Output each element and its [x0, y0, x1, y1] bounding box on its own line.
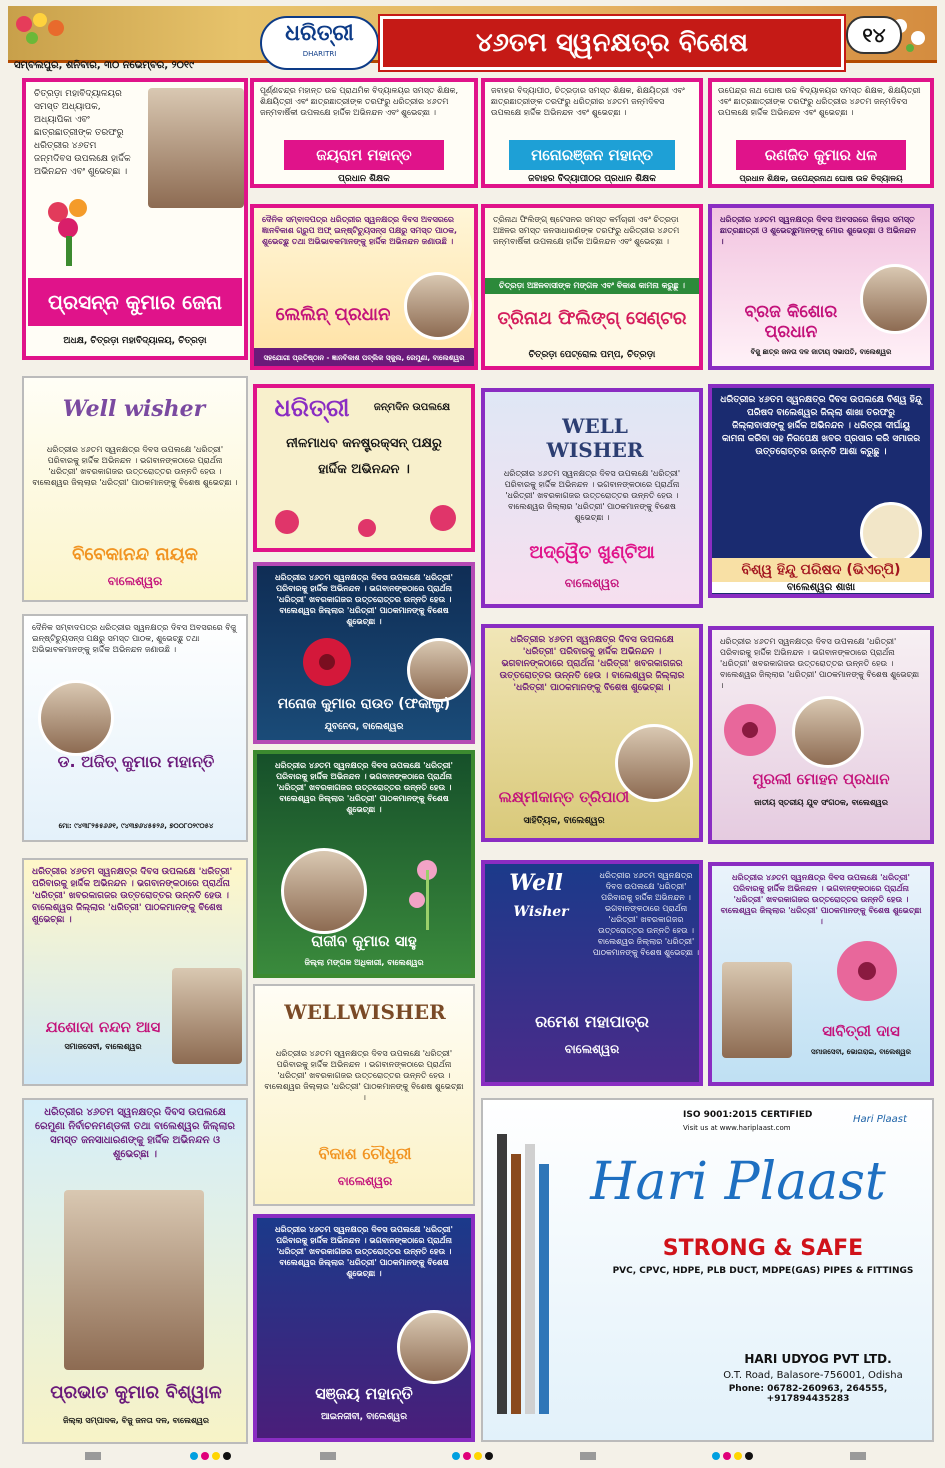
ad-line: ଜନ୍ମଦିନ ଉପଲକ୍ଷେ [373, 402, 451, 413]
company-phone: Phone: 06782-260963, 264555, +917894435283 [728, 1384, 888, 1404]
ad-wish-text: ଧରିତ୍ରୀର ୪୬ତମ ସ୍ୱନକ୍ଷତ୍ର ଦିବସ ଉପଲକ୍ଷେ ରେମୁଣା ନିର୍ବାଚନମଣ୍ଡଳୀ ତଥା ବାଲେଶ୍ୱର ଜିଲ୍ଲାର ସମସ୍ତ ଜନସାଧାରଣଙ୍କୁ ହାର୍ଦ୍ଦିକ ଅଭିନନ୍ଦନ ଓ ଶୁଭେଚ୍ଛା । [34, 1107, 235, 1160]
bouquet-icon [38, 192, 104, 272]
company-name: HARI UDYOG PVT LTD. [744, 1352, 892, 1366]
ad-designation: ବିଜୁ ଛାତ୍ର ଜନତା ଦଳ ଜାତୀୟ ସଭାପତି, ବାଲେଶ୍ୱର [750, 348, 892, 356]
ad-wish-text: ଉପେନ୍ଦ୍ର ନାଥ ଘୋଷ ଉଚ୍ଚ ବିଦ୍ୟାଳୟର ସମସ୍ତ ଶିକ୍ଷକ, ଶିକ୍ଷୟିତ୍ରୀ ଏବଂ ଛାତ୍ରଛାତ୍ରୀଙ୍କ ତରଫରୁ ଧରିତ୍ରୀର ୪୬ତମ ଜନ୍ମଦିବସ ଉପଲକ୍ଷେ ହାର୍ଦ୍ଦିକ ଅଭିନନ୍ଦନ ଏବଂ ଶୁଭେଚ୍ଛା । [718, 86, 921, 117]
ad-vivekananda-nayak [22, 376, 248, 602]
ad-name: ବିବେକାନନ୍ଦ ନାୟକ [72, 544, 198, 565]
print-mark [85, 1452, 101, 1460]
ad-nilamadhab-construction [253, 384, 475, 552]
ad-line: ହାର୍ଦ୍ଦିକ ଅଭିନନ୍ଦନ । [318, 462, 410, 477]
ad-wish-text: ଧରିତ୍ରୀର ୪୬ତମ ସ୍ୱନକ୍ଷତ୍ର ଦିବସ ଉପଲକ୍ଷେ 'ଧରିତ୍ରୀ' ପରିବାରକୁ ହାର୍ଦ୍ଦିକ ଅଭିନନ୍ଦନ । ଭଗବାନଙ୍କଠାରେ ପ୍ରାର୍ଥନା 'ଧରିତ୍ରୀ' ଖବରକାଗଜର ଉତ୍ତରୋତ୍ତର ଉନ୍ନତି ହେଉ । ବାଲେଶ୍ୱର ଜିଲ୍ଲାର 'ଧରିତ୍ରୀ' ପାଠକମାନଙ୍କୁ ବିଶେଷ ଶୁଭେଚ୍ଛା । [275, 1225, 453, 1278]
ad-advaita-khuntia [481, 388, 703, 608]
ad-name: ପ୍ରସନ୍ନ କୁମାର ଜେନା [28, 278, 242, 326]
ad-bikash-choudhury [253, 984, 475, 1206]
cmyk-mark [190, 1452, 231, 1462]
ad-prabhat-kumar-biswal [22, 1098, 248, 1444]
ad-designation: ବାଲେଶ୍ୱର [107, 574, 163, 588]
well-wisher-title: WELLWISHER [284, 1000, 446, 1024]
wisher-title: Wisher [513, 904, 569, 920]
portrait-photo [148, 88, 244, 208]
ad-ajit-kumar-mahanti [22, 614, 248, 842]
flower-decoration-left [12, 10, 72, 50]
ad-sanjay-mohanty [253, 1214, 475, 1442]
ad-hari-plaast [481, 1098, 934, 1442]
ad-jayaram-mahanta [250, 78, 478, 188]
ad-name: ସଞ୍ଜୟ ମହାନ୍ତି [315, 1384, 413, 1403]
ad-name: ଯଶୋଦା ନନ୍ଦନ ଆସ [45, 1018, 161, 1036]
ad-name: ରମେଶ ମହାପାତ୍ର [535, 1012, 649, 1031]
ad-yashoda-nandan-as [22, 858, 248, 1086]
ad-designation: ଜବାହର ବିଦ୍ୟାପୀଠର ପ୍ରଧାନ ଶିକ୍ଷକ [528, 174, 656, 184]
pink-gerbera-icon [832, 936, 902, 1006]
ad-name: ବିକାଶ ଚୌଧୁରୀ [318, 1144, 412, 1163]
company-address: O.T. Road, Balasore-756001, Odisha [723, 1370, 903, 1381]
portrait-photo [860, 264, 930, 334]
ad-wish-text: ଜବାହର ବିଦ୍ୟାପୀଠ, ଚିତ୍ରଡ଼ାର ସମସ୍ତ ଶିକ୍ଷକ, ଶିକ୍ଷୟିତ୍ରୀ ଏବଂ ଛାତ୍ରଛାତ୍ରୀଙ୍କ ତରଫରୁ ଧରିତ୍ରୀର ୪୬ତମ ଜନ୍ମଦିବସ ଉପଲକ୍ଷେ ହାର୍ଦ୍ଦିକ ଅଭିନନ୍ଦନ ଏବଂ ଶୁଭେଚ୍ଛା । [491, 86, 685, 117]
logo-text: ଧରିତ୍ରୀ [285, 21, 354, 46]
dharitri-logo [260, 16, 379, 70]
print-mark [580, 1452, 596, 1460]
special-issue-banner: ୪୬ତମ ସ୍ୱନକ୍ଷତ୍ର ବିଶେଷ [380, 16, 844, 70]
ad-name: ପ୍ରଭାତ କୁମାର ବିଶ୍ୱାଳ [50, 1382, 222, 1403]
ad-name: ରାଜୀବ କୁମାର ସାହୁ [311, 932, 417, 950]
ad-designation: ସାହିତ୍ୟିକ, ବାଲେଶ୍ୱର [523, 816, 605, 826]
ad-ramesh-mohapatra [481, 860, 703, 1086]
ad-wish-text: ଧରିତ୍ରୀର ୪୬ତମ ସ୍ୱନକ୍ଷତ୍ର ଦିବସ ଉପଲକ୍ଷେ 'ଧରିତ୍ରୀ' ପରିବାରକୁ ହାର୍ଦ୍ଦିକ ଅଭିନନ୍ଦନ । ଭଗବାନଙ୍କଠାରେ ପ୍ରାର୍ଥନା 'ଧରିତ୍ରୀ' ଖବରକାଗଜର ଉତ୍ତରୋତ୍ତର ଉନ୍ନତି ହେଉ । ବାଲେଶ୍ୱର ଜିଲ୍ଲାର 'ଧରିତ୍ରୀ' ପାଠକମାନଙ୍କୁ ବିଶେଷ ଶୁଭେଚ୍ଛା । [503, 469, 681, 522]
ad-name: ମନୋଜ କୁମାର ରାଉତ (ଫକାଲୁ) [277, 696, 451, 712]
ad-designation: ବାଲେଶ୍ୱର ଶାଖା [712, 582, 930, 593]
ad-designation: ଆଇନଜୀବୀ, ବାଲେଶ୍ୱର [320, 1412, 408, 1422]
ad-name: ସାବିତ୍ରୀ ଦାସ [822, 1022, 900, 1040]
ad-name: ବ୍ରଜ କିଶୋର ପ୍ରଧାନ [744, 302, 838, 342]
ad-designation: ଚିତ୍ରଡ଼ା ପେଟ୍ରୋଲ ପମ୍ପ, ଚିତ୍ରଡ଼ା [528, 350, 656, 360]
ad-designation: ସହଯୋଗୀ ପ୍ରତିଷ୍ଠାନ - ଜ୍ଞାନବିକାଶ ପବ୍ଲିକ ସ୍କୁଲ, ରେମୁଣା, ବାଲେଶ୍ୱର [254, 348, 474, 368]
portrait-photo [407, 638, 471, 702]
ad-manoj-kumar-raut [253, 562, 475, 744]
pink-flower-icon [720, 700, 780, 760]
well-wisher-title: Well wisher [62, 396, 206, 422]
portrait-photo [397, 1310, 471, 1384]
ad-designation: ଜିଲ୍ଲା ମଙ୍ଗଳ ଅଧିକାରୀ, ବାଲେଶ୍ୱର [304, 958, 424, 967]
ad-wish-text: ଧରିତ୍ରୀର ୪୬ତମ ସ୍ୱନକ୍ଷତ୍ର ଦିବସ ଉପଲକ୍ଷେ 'ଧରିତ୍ରୀ' ପରିବାରକୁ ହାର୍ଦ୍ଦିକ ଅଭିନନ୍ଦନ । ଭଗବାନଙ୍କଠାରେ ପ୍ରାର୍ଥନା 'ଧରିତ୍ରୀ' ଖବରକାଗଜର ଉତ୍ତରୋତ୍ତର ଉନ୍ନତି ହେଉ । ବାଲେଶ୍ୱର ଜିଲ୍ଲାର 'ଧରିତ୍ରୀ' ପାଠକମାନଙ୍କୁ ବିଶେଷ ଶୁଭେଚ୍ଛା । [275, 573, 453, 626]
ad-name: ଜୟରାମ ମହାନ୍ତ [284, 140, 444, 170]
ad-wish-text: ଧରିତ୍ରୀର ୪୬ତମ ସ୍ୱନକ୍ଷତ୍ର ଦିବସ ଅବସରରେ ଜିଲାର ସମସ୍ତ ଛାତ୍ରଛାତ୍ରୀ ଓ ଶୁଭେଚ୍ଛୁମାନଙ୍କୁ ମୋର ଶୁଭେଚ୍ଛା ଓ ଅଭିନନ୍ଦନ । [720, 215, 917, 246]
ad-wish-text: ଦୈନିକ ସମ୍ବାଦପତ୍ର ଧରିତ୍ରୀର ସ୍ୱନକ୍ଷତ୍ର ଦିବସ ଅବସରରେ ବିଜୁ ଇନ୍‌ଷ୍ଟିଚ୍ୟୁସନ୍ସ ପକ୍ଷରୁ ସମସ୍ତ ପାଠକ, ଶୁଭେଚ୍ଛୁ ତଥା ଅଭିଭାବକମାନଙ୍କୁ ହାର୍ଦ୍ଦିକ ଅଭିନନ୍ଦନ ଜଣାଉଛି । [32, 623, 237, 654]
ad-name: ବିଶ୍ୱ ହିନ୍ଦୁ ପରିଷଦ (ଭିଏଚ୍‌ପି) [712, 558, 930, 582]
ad-vishwa-hindu-parishad [708, 384, 934, 598]
pipes-icon [493, 1124, 563, 1424]
dateline: ସମ୍ବଲପୁର, ଶନିବାର, ୩୦ ନଭେମ୍ବର, ୨୦୧୯ [14, 60, 195, 71]
ad-prasanna-kumar-jena [22, 78, 248, 360]
ad-tagline: ଚିତ୍ରଡ଼ା ଅଞ୍ଚଳବାସୀଙ୍କ ମଙ୍ଗଳ ଏବଂ ବିକାଶ କାମନା କରୁଛୁ । [485, 278, 699, 294]
portrait-photo [404, 272, 472, 340]
ad-designation: ଯୁବନେତା, ବାଲେଶ୍ୱର [324, 722, 404, 732]
page-number: ୧୪ [846, 16, 902, 54]
ad-designation: ଅଧକ୍ଷ, ଚିତ୍ରଡ଼ା ମହାବିଦ୍ୟାଳୟ, ଚିତ୍ରଡ଼ା [63, 336, 207, 346]
ad-manoranjan-mahanta [481, 78, 703, 188]
ad-wish-text: ଧରିତ୍ରୀର ୪୬ତମ ସ୍ୱନକ୍ଷତ୍ର ଦିବସ ଉପଲକ୍ଷେ 'ଧରିତ୍ରୀ' ପରିବାରକୁ ହାର୍ଦ୍ଦିକ ଅଭିନନ୍ଦନ । ଭଗବାନଙ୍କଠାରେ ପ୍ରାର୍ଥନା 'ଧରିତ୍ରୀ' ଖବରକାଗଜର ଉତ୍ତରୋତ୍ତର ଉନ୍ନତି ହେଉ । ବାଲେଶ୍ୱର ଜିଲ୍ଲାର 'ଧରିତ୍ରୀ' ପାଠକମାନଙ୍କୁ ବିଶେଷ ଶୁଭେଚ୍ଛା । [592, 871, 700, 957]
ad-name: ମୁରଲୀ ମୋହନ ପ୍ରଧାନ [752, 770, 890, 788]
ad-braja-kishore-pradhan [708, 204, 934, 370]
vhp-emblem [860, 502, 922, 564]
ad-name: ଅଦ୍ୱୈତ ଖୁଣ୍ଟିଆ [529, 542, 655, 563]
ad-wish-text: ଚିତ୍ରଡ଼ା ମହାବିଦ୍ୟାଳୟର ସମସ୍ତ ଅଧ୍ୟାପକ, ଅଧ୍ୟାପିକା ଏବଂ ଛାତ୍ରଛାତ୍ରୀଙ୍କ ତରଫରୁ ଧରିତ୍ରୀର ୪୬ତମ ଜନ୍ମଦିବସ ଉପଲକ୍ଷେ ହାର୍ଦ୍ଦିକ ଅଭିନନ୍ଦନ ଏବଂ ଶୁଭେଚ୍ଛା । [34, 89, 131, 177]
logo-sub: DHARITRI [302, 50, 337, 58]
ad-wish-text: ଧରିତ୍ରୀର ୪୬ତମ ସ୍ୱନକ୍ଷତ୍ର ଦିବସ ଉପଲକ୍ଷେ 'ଧରିତ୍ରୀ' ପରିବାରକୁ ହାର୍ଦ୍ଦିକ ଅଭିନନ୍ଦନ । ଭଗବାନଙ୍କଠାରେ ପ୍ରାର୍ଥନା 'ଧରିତ୍ରୀ' ଖବରକାଗଜର ଉତ୍ତରୋତ୍ତର ଉନ୍ନତି ହେଉ । ବାଲେଶ୍ୱର ଜିଲ୍ଲାର 'ଧରିତ୍ରୀ' ପାଠକମାନଙ୍କୁ ବିଶେଷ ଶୁଭେଚ୍ଛା । [32, 867, 233, 925]
ad-trinath-filling-center [481, 204, 703, 370]
ad-rajib-kumar-sahu [253, 750, 475, 978]
ad-designation: ବାଲେଶ୍ୱର [564, 1042, 620, 1056]
rose-decoration-icon [267, 498, 467, 548]
ad-name: ଡ. ଅଜିତ୍ କୁମାର ମହାନ୍ତି [57, 752, 215, 771]
ad-laxmikant-tripathy [481, 624, 703, 842]
ad-wish-text: ପୂର୍ଣ୍ଣଚନ୍ଦ୍ର ମହାନ୍ତ ଉଚ୍ଚ ପ୍ରାଥମିକ ବିଦ୍ୟାଳୟର ସମସ୍ତ ଶିକ୍ଷକ, ଶିକ୍ଷୟିତ୍ରୀ ଏବଂ ଛାତ୍ରଛାତ୍ରୀଙ୍କ ତରଫରୁ ଧରିତ୍ରୀର ୪୬ତମ ଜନ୍ମବାର୍ଷିକୀ ଉପଲକ୍ଷେ ହାର୍ଦ୍ଦିକ ଅଭିନନ୍ଦନ ଏବଂ ଶୁଭେଚ୍ଛା । [260, 86, 459, 117]
ad-murali-mohan-pradhan [708, 626, 934, 844]
ad-designation: ବାଲେଶ୍ୱର [337, 1174, 393, 1188]
ad-designation: ବାଲେଶ୍ୱର [564, 576, 620, 590]
ad-designation: ପ୍ରଧାନ ଶିକ୍ଷକ, ଉପେନ୍ଦ୍ରନାଥ ଘୋଷ ଉଚ୍ଚ ବିଦ୍ୟାଳୟ [739, 174, 903, 183]
ad-wish-text: ଧରିତ୍ରୀର ୪୬ତମ ସ୍ୱନକ୍ଷତ୍ର ଦିବସ ଉପଲକ୍ଷେ 'ଧରିତ୍ରୀ' ପରିବାରକୁ ହାର୍ଦ୍ଦିକ ଅଭିନନ୍ଦନ । ଭଗବାନଙ୍କଠାରେ ପ୍ରାର୍ଥନା 'ଧରିତ୍ରୀ' ଖବରକାଗଜର ଉତ୍ତରୋତ୍ତର ଉନ୍ନତି ହେଉ । ବାଲେଶ୍ୱର ଜିଲ୍ଲାର 'ଧରିତ୍ରୀ' ପାଠକମାନଙ୍କୁ ବିଶେଷ ଶୁଭେଚ୍ଛା । [275, 761, 453, 814]
ad-name: ଲକ୍ଷ୍ମୀକାନ୍ତ ତ୍ରିପାଠୀ [498, 788, 630, 806]
portrait-photo [38, 680, 114, 756]
ad-wish-text: ଧରିତ୍ରୀର ୪୬ତମ ସ୍ୱନକ୍ଷତ୍ର ଦିବସ ଉପଲକ୍ଷେ 'ଧରିତ୍ରୀ' ପରିବାରକୁ ହାର୍ଦ୍ଦିକ ଅଭିନନ୍ଦନ । ଭଗବାନଙ୍କଠାରେ ପ୍ରାର୍ଥନା 'ଧରିତ୍ରୀ' ଖବରକାଗଜର ଉତ୍ତରୋତ୍ତର ଉନ୍ନତି ହେଉ । ବାଲେଶ୍ୱର ଜିଲ୍ଲାର 'ଧରିତ୍ରୀ' ପାଠକମାନଙ୍କୁ ବିଶେଷ ଶୁଭେଚ୍ଛା । [720, 637, 920, 690]
portrait-photo [722, 962, 792, 1058]
portrait-photo [64, 1190, 204, 1370]
red-flower-icon [297, 632, 357, 692]
print-mark [320, 1452, 336, 1460]
portrait-photo [281, 848, 367, 934]
portrait-photo [172, 968, 242, 1064]
product-list: PVC, CPVC, HDPE, PLB DUCT, MDPE(GAS) PIPES & FITTINGS [612, 1266, 914, 1276]
ad-wish-text: ଧରିତ୍ରୀର ୪୬ତମ ସ୍ୱନକ୍ଷତ୍ର ଦିବସ ଉପଲକ୍ଷେ ବିଶ୍ୱ ହିନ୍ଦୁ ପରିଷଦ ବାଲେଶ୍ୱର ଜିଲ୍ଲା ଶାଖା ତରଫରୁ ଜିଲ୍ଲାବାସୀଙ୍କୁ ହାର୍ଦ୍ଦିକ ଅଭିନନ୍ଦନ । ଧରିତ୍ରୀ ଦୀର୍ଘାୟୁ କାମନା କରିବା ସହ ନିରପେକ୍ଷ ଖବର ପ୍ରସାର କରି ସମାଜର ଉତ୍ତରୋତ୍ତର ଉନ୍ନତି ଆଶା କରୁଛୁ । [720, 395, 922, 457]
hari-plaast-brand: Hari Plaast [590, 1152, 886, 1212]
iso-certification: ISO 9001:2015 CERTIFIED [683, 1110, 813, 1120]
print-mark [850, 1452, 866, 1460]
ad-wish-text: ଧରିତ୍ରୀର ୪୬ତମ ସ୍ୱନକ୍ଷତ୍ର ଦିବସ ଉପଲକ୍ଷେ 'ଧରିତ୍ରୀ' ପରିବାରକୁ ହାର୍ଦ୍ଦିକ ଅଭିନନ୍ଦନ । ଭଗବାନଙ୍କଠାରେ ପ୍ରାର୍ଥନା 'ଧରିତ୍ରୀ' ଖବରକାଗଜର ଉତ୍ତରୋତ୍ତର ଉନ୍ନତି ହେଉ । ବାଲେଶ୍ୱର ଜିଲ୍ଲାର 'ଧରିତ୍ରୀ' ପାଠକମାନଙ୍କୁ ବିଶେଷ ଶୁଭେଚ୍ଛା । [264, 1049, 464, 1102]
ad-savitri-das [708, 862, 934, 1086]
ad-wish-text: ଧରିତ୍ରୀର ୪୬ତମ ସ୍ୱନକ୍ଷତ୍ର ଦିବସ ଉପଲକ୍ଷେ 'ଧରିତ୍ରୀ' ପରିବାରକୁ ହାର୍ଦ୍ଦିକ ଅଭିନନ୍ଦନ । ଭଗବାନଙ୍କଠାରେ ପ୍ରାର୍ଥନା 'ଧରିତ୍ରୀ' ଖବରକାଗଜର ଉତ୍ତରୋତ୍ତର ଉନ୍ନତି ହେଉ । ବାଲେଶ୍ୱର ଜିଲ୍ଲାର 'ଧରିତ୍ରୀ' ପାଠକମାନଙ୍କୁ ବିଶେଷ ଶୁଭେଚ୍ଛା । [499, 635, 685, 693]
ad-designation: ମୋ: ୯୪୩୮୨୫୫୬୬୧, ୯୪୩୭୬୪୫୫୨୬, ୭୦୦୮୦୨୯୦୫୪ [58, 822, 214, 830]
well-wisher-title: WELL WISHER [546, 414, 644, 462]
cmyk-mark [712, 1452, 753, 1462]
ad-name: ରଣଜିତ କୁମାର ଧଳ [736, 140, 906, 170]
portrait-photo [792, 696, 864, 768]
ad-designation: ଜାତୀୟ ସ୍ତରୀୟ ଯୁବ ସଂଗଠକ, ବାଲେଶ୍ୱର [754, 798, 888, 807]
ad-designation: ପ୍ରଧାନ ଶିକ୍ଷକ [338, 174, 390, 184]
strong-safe-tagline: STRONG & SAFE [662, 1236, 864, 1261]
hari-mini-logo: Hari Plaast [853, 1114, 907, 1125]
ad-designation: ଜିଲ୍ଲା ସମ୍ପାଦକ, ବିଜୁ ଜନତା ଦଳ, ବାଲେଶ୍ୱର [63, 1416, 209, 1425]
flower-vine-icon [397, 850, 457, 930]
ad-wish-text: ତ୍ରିନାଥ ଫିଲିଙ୍ଗ୍ ଷ୍ଟେସନର ସମସ୍ତ କର୍ମଚାରୀ ଏବଂ ଚିତ୍ରଡ଼ା ଅଞ୍ଚଳର ସମସ୍ତ ଜନସାଧାରଣଙ୍କ ତରଫରୁ ଧରିତ୍ରୀର ୪୬ତମ ଜନ୍ମବାର୍ଷିକୀ ଉପଲକ୍ଷେ ହାର୍ଦ୍ଦିକ ଅଭିନନ୍ଦନ ଏବଂ ଶୁଭେଚ୍ଛା । [493, 215, 680, 246]
ad-designation: ସମାଜସେବୀ, ଭୋଗରାଇ, ବାଲେଶ୍ୱର [811, 1048, 911, 1056]
ad-line: ନୀଳମାଧବ କନଷ୍ଟ୍ରକ୍ସନ୍ ପକ୍ଷରୁ [286, 436, 442, 451]
ad-name: ଲେଲିନ୍ ପ୍ରଧାନ [275, 304, 391, 325]
dharitri-title: ଧରିତ୍ରୀ [274, 394, 350, 422]
ad-wish-text: ଧରିତ୍ରୀର ୪୬ତମ ସ୍ୱନକ୍ଷତ୍ର ଦିବସ ଉପଲକ୍ଷେ 'ଧରିତ୍ରୀ' ପରିବାରକୁ ହାର୍ଦ୍ଦିକ ଅଭିନନ୍ଦନ । ଭଗବାନଙ୍କଠାରେ ପ୍ରାର୍ଥନା 'ଧରିତ୍ରୀ' ଖବରକାଗଜର ଉତ୍ତରୋତ୍ତର ଉନ୍ନତି ହେଉ । ବାଲେଶ୍ୱର ଜିଲ୍ଲାର 'ଧରିତ୍ରୀ' ପାଠକମାନଙ୍କୁ ବିଶେଷ ଶୁଭେଚ୍ଛା । [32, 445, 238, 487]
ad-wish-text: ଧରିତ୍ରୀର ୪୬ତମ ସ୍ୱନକ୍ଷତ୍ର ଦିବସ ଉପଲକ୍ଷେ 'ଧରିତ୍ରୀ' ପରିବାରକୁ ହାର୍ଦ୍ଦିକ ଅଭିନନ୍ଦନ । ଭଗବାନଙ୍କଠାରେ ପ୍ରାର୍ଥନା 'ଧରିତ୍ରୀ' ଖବରକାଗଜର ଉତ୍ତରୋତ୍ତର ଉନ୍ନତି ହେଉ । ବାଲେଶ୍ୱର ଜିଲ୍ଲାର 'ଧରିତ୍ରୀ' ପାଠକମାନଙ୍କୁ ବିଶେଷ ଶୁଭେଚ୍ଛା । [720, 873, 922, 926]
ad-name: ତ୍ରିନାଥ ଫିଲିଙ୍ଗ୍ ସେଣ୍ଟର [497, 308, 687, 329]
well-title: Well [509, 870, 563, 896]
ad-wish-text: ଦୈନିକ ସମ୍ବାଦପତ୍ର ଧରିତ୍ରୀର ସ୍ୱନକ୍ଷତ୍ର ଦିବସ ଅବସରରେ ଜ୍ଞାନବିକାଶ ଗ୍ରୁପ ଅଫ୍ ଇନ୍‌ଷ୍ଟିଚ୍ୟୁସନ୍ସ ପକ୍ଷରୁ ସମସ୍ତ ପାଠକ, ଶୁଭେଚ୍ଛୁ ତଥା ଅଭିଭାବକମାନଙ୍କୁ ହାର୍ଦ୍ଦିକ ଅଭିନନ୍ଦନ ଜଣାଉଛି । [262, 215, 458, 246]
ad-name: ମନୋରଞ୍ଜନ ମହାନ୍ତ [509, 140, 675, 170]
cmyk-mark [452, 1452, 493, 1462]
ad-lenin-pradhan [250, 204, 478, 370]
ad-designation: ସମାଜସେବୀ, ବାଲେଶ୍ୱର [64, 1042, 142, 1051]
website-line: Visit us at www.hariplaast.com [683, 1124, 791, 1132]
ad-ranjit-kumar-dhal [708, 78, 934, 188]
